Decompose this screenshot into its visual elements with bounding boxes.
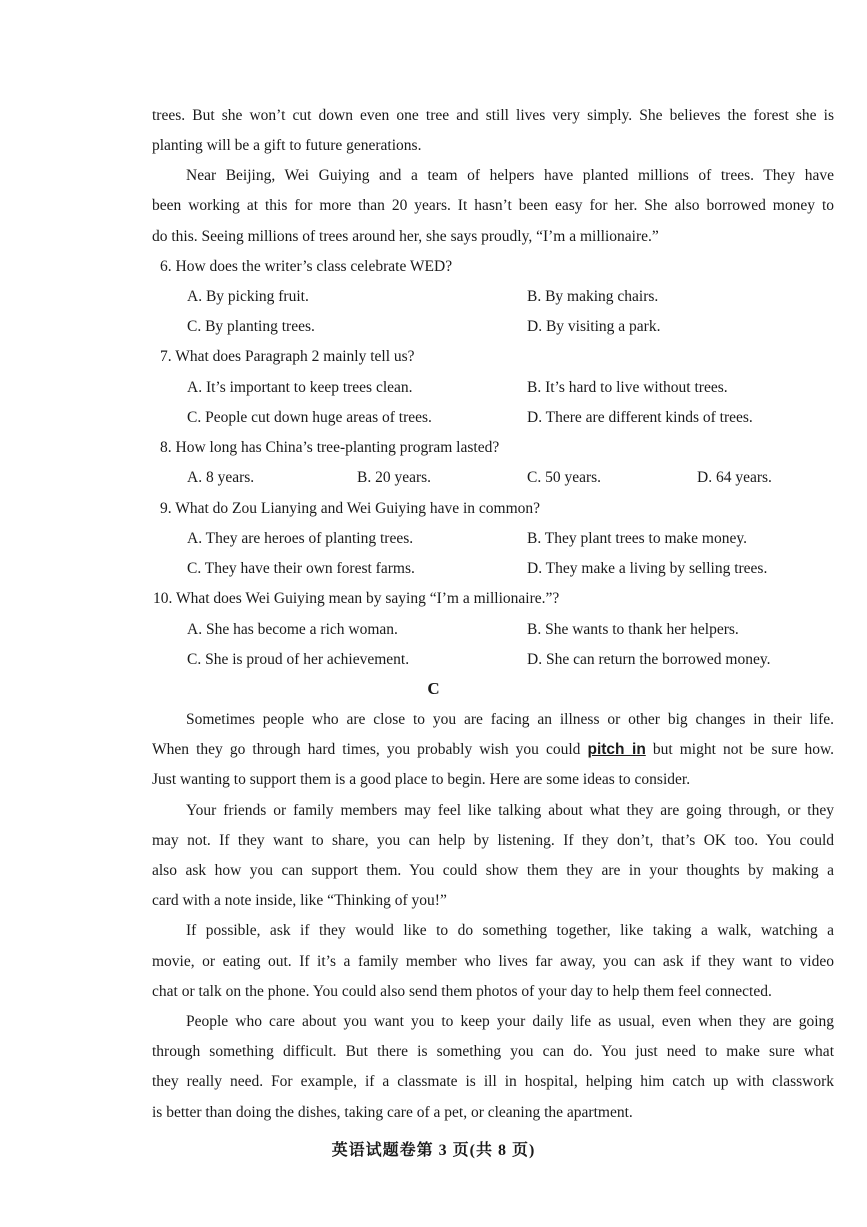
question-number: 6. <box>160 258 172 275</box>
option-c: C. They have their own forest farms. <box>187 560 415 577</box>
passage-line: been working at this for more than 20 years. It hasn’t been easy for her. She also borrowed money to <box>152 197 834 214</box>
option-d: D. 64 years. <box>697 469 772 486</box>
option-a: A. She has become a rich woman. <box>187 621 398 638</box>
passage-line: Just wanting to support them is a good place to begin. Here are some ideas to consider. <box>152 771 691 788</box>
option-a: A. 8 years. <box>187 469 255 486</box>
question-number: 8. <box>160 439 172 456</box>
text-span: but might not be sure how. <box>645 741 835 758</box>
section-heading: C <box>427 679 440 698</box>
question-7 <box>160 347 415 367</box>
passage-line: Your friends or family members may feel like talking about what they are going through, or they <box>186 802 834 819</box>
option-a: A. They are heroes of planting trees. <box>187 530 414 547</box>
option-b: B. It’s hard to live without trees. <box>527 379 728 396</box>
question-10 <box>153 589 559 609</box>
passage-line: may not. If they want to share, you can help by listening. If they don’t, that’s OK too. You could <box>152 832 834 849</box>
option-c: C. People cut down huge areas of trees. <box>187 409 432 426</box>
passage-line: People who care about you want you to keep your daily life as usual, even when they are going <box>186 1013 834 1030</box>
passage-line: If possible, ask if they would like to do something together, like taking a walk, watching a <box>186 922 834 939</box>
option-c: C. 50 years. <box>527 469 602 486</box>
passage-line: through something difficult. But there is something you can do. You just need to make sure what <box>152 1043 834 1060</box>
option-d: D. There are different kinds of trees. <box>527 409 753 426</box>
option-d: D. By visiting a park. <box>527 318 661 335</box>
option-a: A. By picking fruit. <box>187 288 309 305</box>
passage-line: movie, or eating out. If it’s a family member who lives far away, you can ask if they want to video <box>152 953 834 970</box>
question-8 <box>160 438 499 458</box>
question-9 <box>160 499 540 519</box>
passage-line: Near Beijing, Wei Guiying and a team of helpers have planted millions of trees. They have <box>186 167 834 184</box>
option-b: B. She wants to thank her helpers. <box>527 621 739 638</box>
option-c: C. She is proud of her achievement. <box>187 651 410 668</box>
option-a: A. It’s important to keep trees clean. <box>187 379 413 396</box>
question-text: How long has China’s tree-planting program lasted? <box>175 439 500 456</box>
question-6 <box>160 257 452 277</box>
option-b: B. By making chairs. <box>527 288 659 305</box>
question-number: 9. <box>160 500 172 517</box>
question-text: What do Zou Lianying and Wei Guiying have in common? <box>175 500 541 517</box>
passage-line: also ask how you can support them. You could show them they are in your thoughts by making a <box>152 862 834 879</box>
passage-line: card with a note inside, like “Thinking of you!” <box>152 892 447 909</box>
passage-line: Sometimes people who are close to you are facing an illness or other big changes in their life. <box>186 711 834 728</box>
question-number: 10. <box>153 590 173 607</box>
option-b: B. They plant trees to make money. <box>527 530 747 547</box>
option-c: C. By planting trees. <box>187 318 315 335</box>
question-number: 7. <box>160 348 172 365</box>
passage-line: chat or talk on the phone. You could also send them photos of your day to help them feel connected. <box>152 983 772 1000</box>
option-d: D. She can return the borrowed money. <box>527 651 771 668</box>
question-text: What does Wei Guiying mean by saying “I’m a millionaire.”? <box>175 590 560 607</box>
passage-line: do this. Seeing millions of trees around her, she says proudly, “I’m a millionaire.” <box>152 228 659 245</box>
passage-line: planting will be a gift to future generations. <box>152 137 422 154</box>
passage-line: trees. But she won’t cut down even one tree and still lives very simply. She believes the forest she is <box>152 107 834 124</box>
passage-line <box>152 740 834 760</box>
option-b: B. 20 years. <box>357 469 432 486</box>
key-phrase: pitch in <box>587 741 646 758</box>
passage-line: they really need. For example, if a classmate is ill in hospital, helping him catch up with classwork <box>152 1073 834 1090</box>
passage-line: is better than doing the dishes, taking care of a pet, or cleaning the apartment. <box>152 1104 633 1121</box>
option-d: D. They make a living by selling trees. <box>527 560 768 577</box>
page-footer: 英语试题卷第 3 页(共 8 页) <box>331 1142 536 1159</box>
question-text: How does the writer’s class celebrate WED? <box>175 258 453 275</box>
text-span: When they go through hard times, you probably wish you could <box>152 741 588 758</box>
question-text: What does Paragraph 2 mainly tell us? <box>175 348 415 365</box>
